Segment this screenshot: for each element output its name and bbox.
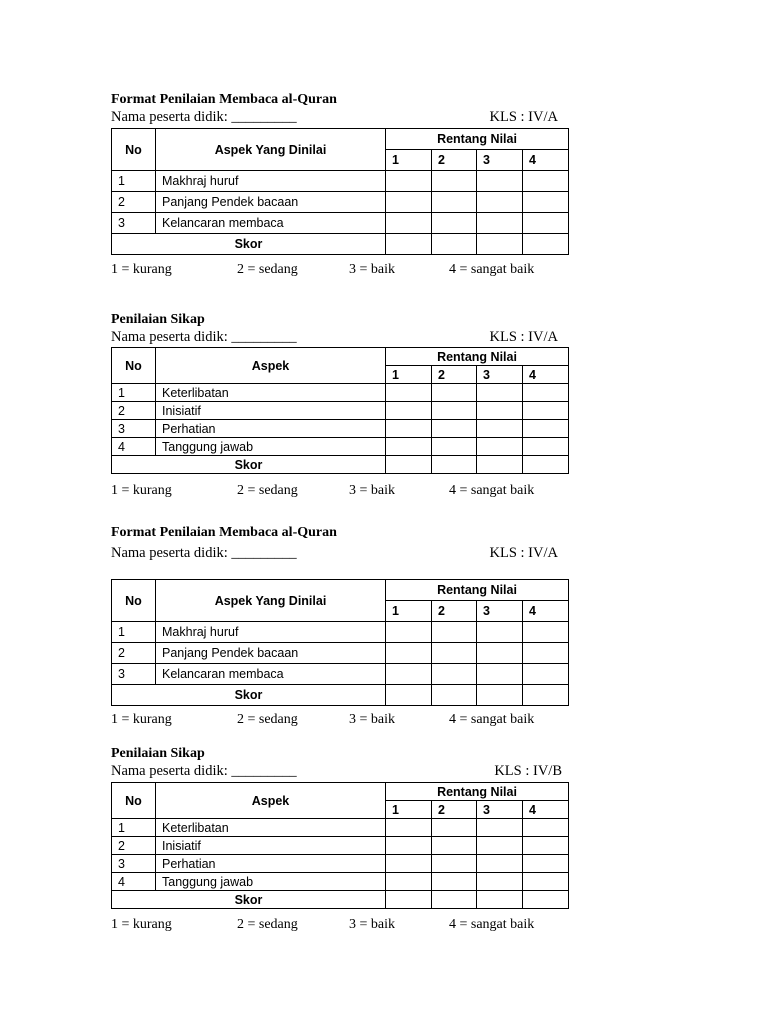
score-cell[interactable] [386, 384, 432, 402]
table-row [112, 837, 569, 855]
legend [111, 712, 569, 730]
row-no: 1 [112, 171, 156, 192]
aspect-header: Aspek [156, 783, 386, 819]
legend-1: 1 = kurang [111, 262, 172, 277]
legend [111, 483, 569, 501]
legend-3: 3 = baik [349, 483, 395, 498]
row-no: 4 [112, 873, 156, 891]
kls-label: KLS : IV/A [489, 329, 558, 345]
table-row [112, 873, 569, 891]
nama-peserta-label: Nama peserta didik: _________ [111, 763, 297, 779]
section-sikap-1 [111, 311, 569, 498]
score-cell[interactable] [386, 456, 432, 474]
scale-1: 1 [386, 601, 432, 622]
table-row [112, 384, 569, 402]
skor-row [112, 685, 569, 706]
table-row [112, 402, 569, 420]
score-cell[interactable] [386, 819, 432, 837]
skor-label: Skor [112, 891, 386, 909]
score-cell[interactable] [386, 420, 432, 438]
row-no: 1 [112, 622, 156, 643]
rentang-nilai-header: Rentang Nilai [386, 348, 569, 366]
score-cell[interactable] [523, 855, 569, 873]
kls-label: KLS : IV/A [489, 545, 558, 561]
score-cell[interactable] [432, 873, 477, 891]
row-aspect: Makhraj huruf [156, 171, 386, 192]
table-row [112, 664, 569, 685]
aspect-header: Aspek Yang Dinilai [156, 580, 386, 622]
scale-1: 1 [386, 150, 432, 171]
score-cell[interactable] [523, 873, 569, 891]
rentang-nilai-header: Rentang Nilai [386, 580, 569, 601]
score-cell[interactable] [523, 384, 569, 402]
score-cell[interactable] [386, 234, 432, 255]
row-no: 4 [112, 438, 156, 456]
score-cell[interactable] [477, 622, 523, 643]
score-cell[interactable] [432, 855, 477, 873]
score-cell[interactable] [477, 873, 523, 891]
scale-3: 3 [477, 366, 523, 384]
row-aspect: Kelancaran membaca [156, 213, 386, 234]
scale-3: 3 [477, 601, 523, 622]
scale-4: 4 [523, 150, 569, 171]
table-row [112, 819, 569, 837]
score-cell[interactable] [432, 384, 477, 402]
score-cell[interactable] [432, 891, 477, 909]
score-cell[interactable] [432, 837, 477, 855]
score-cell[interactable] [523, 622, 569, 643]
legend [111, 917, 569, 935]
score-cell[interactable] [477, 664, 523, 685]
score-cell[interactable] [386, 192, 432, 213]
scale-3: 3 [477, 150, 523, 171]
score-cell[interactable] [523, 402, 569, 420]
score-cell[interactable] [432, 643, 477, 664]
legend-4: 4 = sangat baik [449, 483, 535, 498]
score-cell[interactable] [477, 438, 523, 456]
table-row [112, 643, 569, 664]
scale-1: 1 [386, 366, 432, 384]
row-no: 2 [112, 402, 156, 420]
nama-row [111, 544, 569, 562]
legend-1: 1 = kurang [111, 483, 172, 498]
skor-label: Skor [112, 456, 386, 474]
assessment-table [111, 579, 569, 706]
row-no: 3 [112, 664, 156, 685]
no-header: No [112, 580, 156, 622]
score-cell[interactable] [523, 643, 569, 664]
score-cell[interactable] [432, 234, 477, 255]
score-cell[interactable] [386, 402, 432, 420]
nama-peserta-label: Nama peserta didik: _________ [111, 109, 297, 125]
score-cell[interactable] [477, 837, 523, 855]
row-aspect: Makhraj huruf [156, 622, 386, 643]
skor-label: Skor [112, 685, 386, 706]
score-cell[interactable] [386, 855, 432, 873]
nama-peserta-label: Nama peserta didik: _________ [111, 329, 297, 345]
score-cell[interactable] [477, 891, 523, 909]
nama-row [111, 328, 569, 346]
score-cell[interactable] [432, 685, 477, 706]
row-aspect: Kelancaran membaca [156, 664, 386, 685]
aspect-header: Aspek [156, 348, 386, 384]
legend-3: 3 = baik [349, 917, 395, 932]
score-cell[interactable] [386, 873, 432, 891]
score-cell[interactable] [477, 384, 523, 402]
legend-3: 3 = baik [349, 262, 395, 277]
skor-label: Skor [112, 234, 386, 255]
rentang-nilai-header: Rentang Nilai [386, 783, 569, 801]
section-title: Format Penilaian Membaca al-Quran [111, 525, 337, 540]
score-cell[interactable] [386, 891, 432, 909]
score-cell[interactable] [386, 643, 432, 664]
skor-row [112, 234, 569, 255]
section-quran-2 [111, 524, 569, 727]
kls-label: KLS : IV/B [494, 763, 562, 779]
row-aspect: Perhatian [156, 420, 386, 438]
row-no: 1 [112, 384, 156, 402]
assessment-table [111, 782, 569, 909]
score-cell[interactable] [523, 891, 569, 909]
row-aspect: Tanggung jawab [156, 873, 386, 891]
table-row [112, 171, 569, 192]
score-cell[interactable] [523, 213, 569, 234]
row-no: 2 [112, 837, 156, 855]
scale-3: 3 [477, 801, 523, 819]
scale-2: 2 [432, 801, 477, 819]
row-aspect: Panjang Pendek bacaan [156, 643, 386, 664]
score-cell[interactable] [432, 664, 477, 685]
score-cell[interactable] [523, 685, 569, 706]
scale-2: 2 [432, 366, 477, 384]
row-no: 2 [112, 643, 156, 664]
legend [111, 262, 569, 280]
table-row [112, 622, 569, 643]
score-cell[interactable] [432, 420, 477, 438]
score-cell[interactable] [523, 192, 569, 213]
row-no: 1 [112, 819, 156, 837]
table-row [112, 420, 569, 438]
row-no: 3 [112, 420, 156, 438]
table-row [112, 855, 569, 873]
legend-2: 2 = sedang [237, 483, 298, 498]
score-cell[interactable] [386, 622, 432, 643]
section-quran-1 [111, 91, 569, 277]
header-row [112, 783, 569, 801]
score-cell[interactable] [386, 171, 432, 192]
no-header: No [112, 129, 156, 171]
scale-2: 2 [432, 150, 477, 171]
score-cell[interactable] [432, 171, 477, 192]
score-cell[interactable] [477, 171, 523, 192]
legend-3: 3 = baik [349, 712, 395, 727]
table-row [112, 192, 569, 213]
scale-4: 4 [523, 601, 569, 622]
score-cell[interactable] [477, 456, 523, 474]
aspect-header: Aspek Yang Dinilai [156, 129, 386, 171]
score-cell[interactable] [523, 171, 569, 192]
score-cell[interactable] [477, 213, 523, 234]
score-cell[interactable] [523, 438, 569, 456]
score-cell[interactable] [386, 438, 432, 456]
legend-2: 2 = sedang [237, 712, 298, 727]
skor-row [112, 891, 569, 909]
skor-row [112, 456, 569, 474]
legend-4: 4 = sangat baik [449, 917, 535, 932]
table-row [112, 438, 569, 456]
legend-4: 4 = sangat baik [449, 712, 535, 727]
kls-label: KLS : IV/A [489, 109, 558, 125]
legend-4: 4 = sangat baik [449, 262, 535, 277]
score-cell[interactable] [523, 420, 569, 438]
section-title: Format Penilaian Membaca al-Quran [111, 92, 337, 107]
score-cell[interactable] [386, 837, 432, 855]
table-row [112, 213, 569, 234]
nama-row [111, 762, 569, 780]
no-header: No [112, 348, 156, 384]
row-aspect: Panjang Pendek bacaan [156, 192, 386, 213]
row-no: 3 [112, 855, 156, 873]
score-cell[interactable] [477, 402, 523, 420]
score-cell[interactable] [523, 837, 569, 855]
row-aspect: Inisiatif [156, 837, 386, 855]
score-cell[interactable] [386, 685, 432, 706]
assessment-table [111, 128, 569, 255]
row-no: 2 [112, 192, 156, 213]
assessment-table [111, 347, 569, 474]
header-row [112, 348, 569, 366]
score-cell[interactable] [523, 664, 569, 685]
scale-1: 1 [386, 801, 432, 819]
score-cell[interactable] [477, 420, 523, 438]
score-cell[interactable] [432, 456, 477, 474]
score-cell[interactable] [432, 213, 477, 234]
section-sikap-2 [111, 745, 569, 932]
row-aspect: Inisiatif [156, 402, 386, 420]
scale-4: 4 [523, 366, 569, 384]
score-cell[interactable] [523, 456, 569, 474]
score-cell[interactable] [477, 234, 523, 255]
score-cell[interactable] [523, 819, 569, 837]
legend-2: 2 = sedang [237, 917, 298, 932]
section-title: Penilaian Sikap [111, 746, 205, 761]
scale-2: 2 [432, 601, 477, 622]
no-header: No [112, 783, 156, 819]
row-aspect: Keterlibatan [156, 819, 386, 837]
legend-2: 2 = sedang [237, 262, 298, 277]
score-cell[interactable] [432, 438, 477, 456]
legend-1: 1 = kurang [111, 712, 172, 727]
score-cell[interactable] [432, 192, 477, 213]
row-aspect: Keterlibatan [156, 384, 386, 402]
row-no: 3 [112, 213, 156, 234]
legend-1: 1 = kurang [111, 917, 172, 932]
score-cell[interactable] [432, 402, 477, 420]
score-cell[interactable] [432, 622, 477, 643]
nama-peserta-label: Nama peserta didik: _________ [111, 545, 297, 561]
score-cell[interactable] [432, 819, 477, 837]
header-row [112, 129, 569, 150]
header-row [112, 580, 569, 601]
row-aspect: Tanggung jawab [156, 438, 386, 456]
score-cell[interactable] [386, 664, 432, 685]
rentang-nilai-header: Rentang Nilai [386, 129, 569, 150]
score-cell[interactable] [477, 643, 523, 664]
score-cell[interactable] [477, 192, 523, 213]
score-cell[interactable] [386, 213, 432, 234]
nama-row [111, 108, 569, 126]
section-title: Penilaian Sikap [111, 312, 205, 327]
score-cell[interactable] [523, 234, 569, 255]
score-cell[interactable] [477, 855, 523, 873]
score-cell[interactable] [477, 819, 523, 837]
score-cell[interactable] [477, 685, 523, 706]
row-aspect: Perhatian [156, 855, 386, 873]
scale-4: 4 [523, 801, 569, 819]
